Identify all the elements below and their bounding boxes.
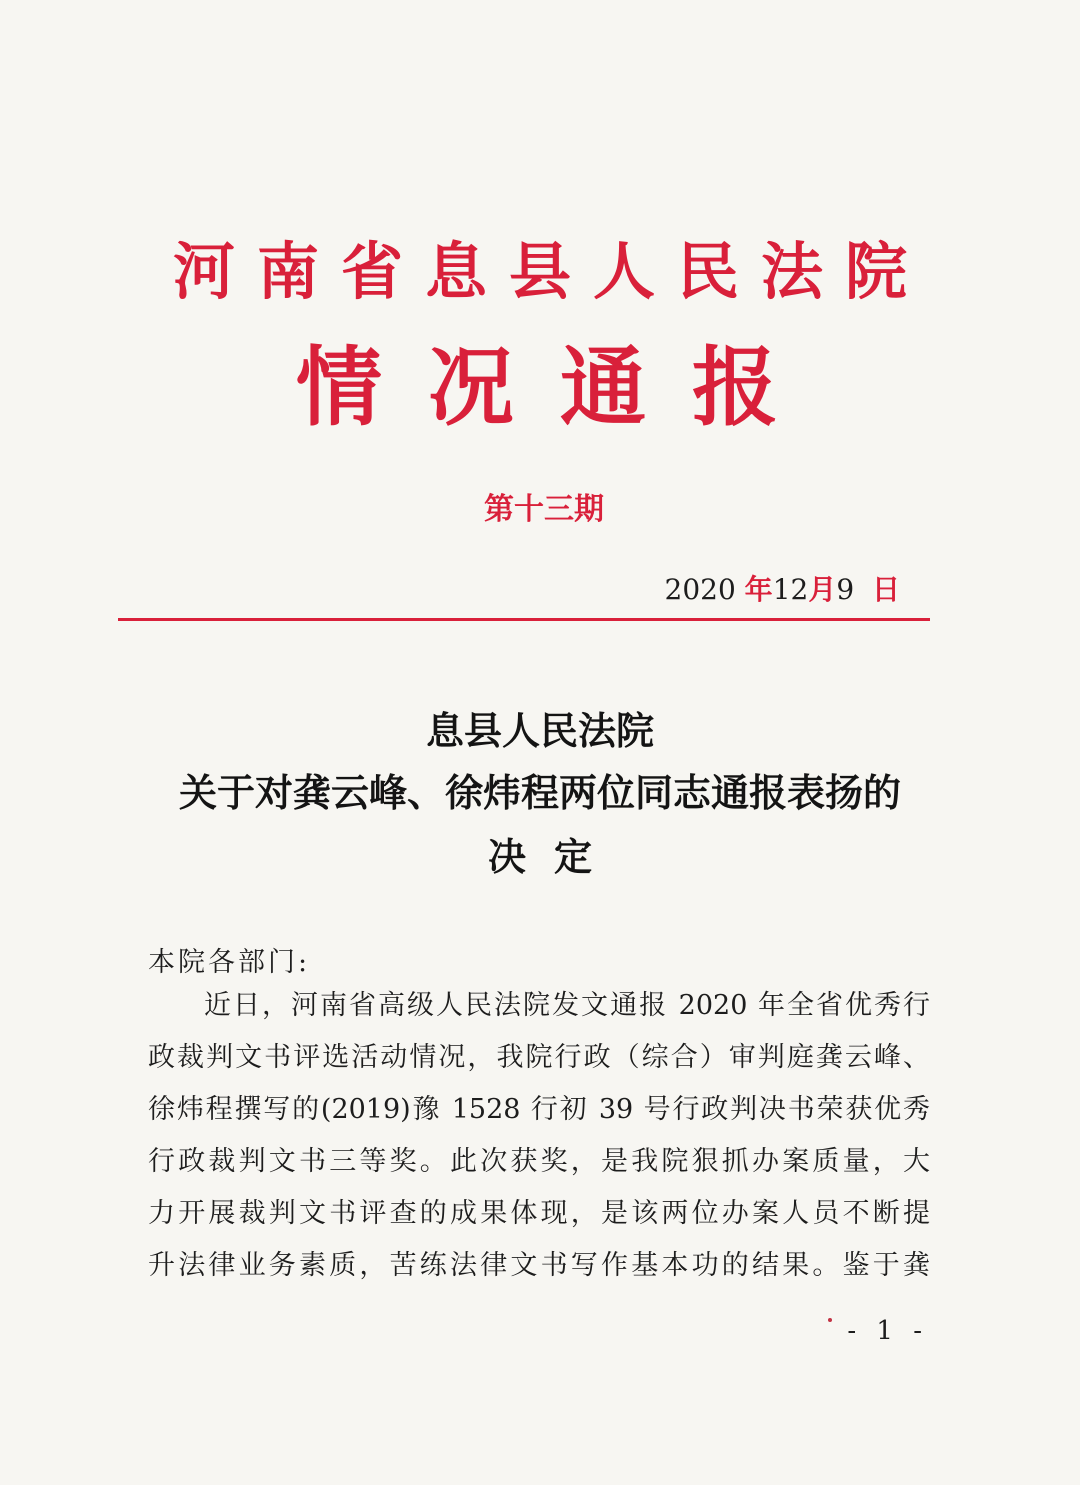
body-line: 近日，河南省高级人民法院发文通报 2020 年全省优秀行 xyxy=(204,990,930,1021)
issue-date xyxy=(665,568,901,608)
body-line: 徐炜程撰写的(2019)豫 1528 行初 39 号行政判决书荣获优秀 xyxy=(148,1094,930,1125)
body-line: 力开展裁判文书评查的成果体现，是该两位办案人员不断提 xyxy=(148,1198,930,1229)
date-month: 12 xyxy=(772,573,809,606)
body-text xyxy=(148,986,930,1298)
issue-number: 第十三期 xyxy=(484,492,604,527)
document-title-line-1: 息县人民法院 xyxy=(425,708,654,753)
date-month-char: 月 xyxy=(808,573,837,606)
body-line: 行政裁判文书三等奖。此次获奖，是我院狠抓办案质量，大 xyxy=(148,1146,930,1177)
document-title-line-3: 决定 xyxy=(487,834,620,879)
salutation: 本院各部门: xyxy=(148,947,311,978)
date-year-char: 年 xyxy=(744,573,773,606)
page-number: - 1 - xyxy=(847,1316,928,1346)
body-line: 政裁判文书评选活动情况，我院行政（综合）审判庭龚云峰、 xyxy=(148,1042,930,1073)
masthead-divider-rule xyxy=(118,618,930,621)
date-year: 2020 xyxy=(664,573,736,606)
ink-speck xyxy=(828,1318,832,1322)
masthead-org-name: 河南省息县人民法院 xyxy=(172,235,929,308)
date-day-char: 日 xyxy=(871,573,900,606)
masthead-title: 情况通报 xyxy=(296,338,824,438)
body-line: 升法律业务素质，苦练法律文书写作基本功的结果。鉴于龚 xyxy=(148,1250,930,1281)
date-day: 9 xyxy=(836,573,855,606)
document-title-line-2: 关于对龚云峰、徐炜程两位同志通报表扬的 xyxy=(178,770,901,815)
